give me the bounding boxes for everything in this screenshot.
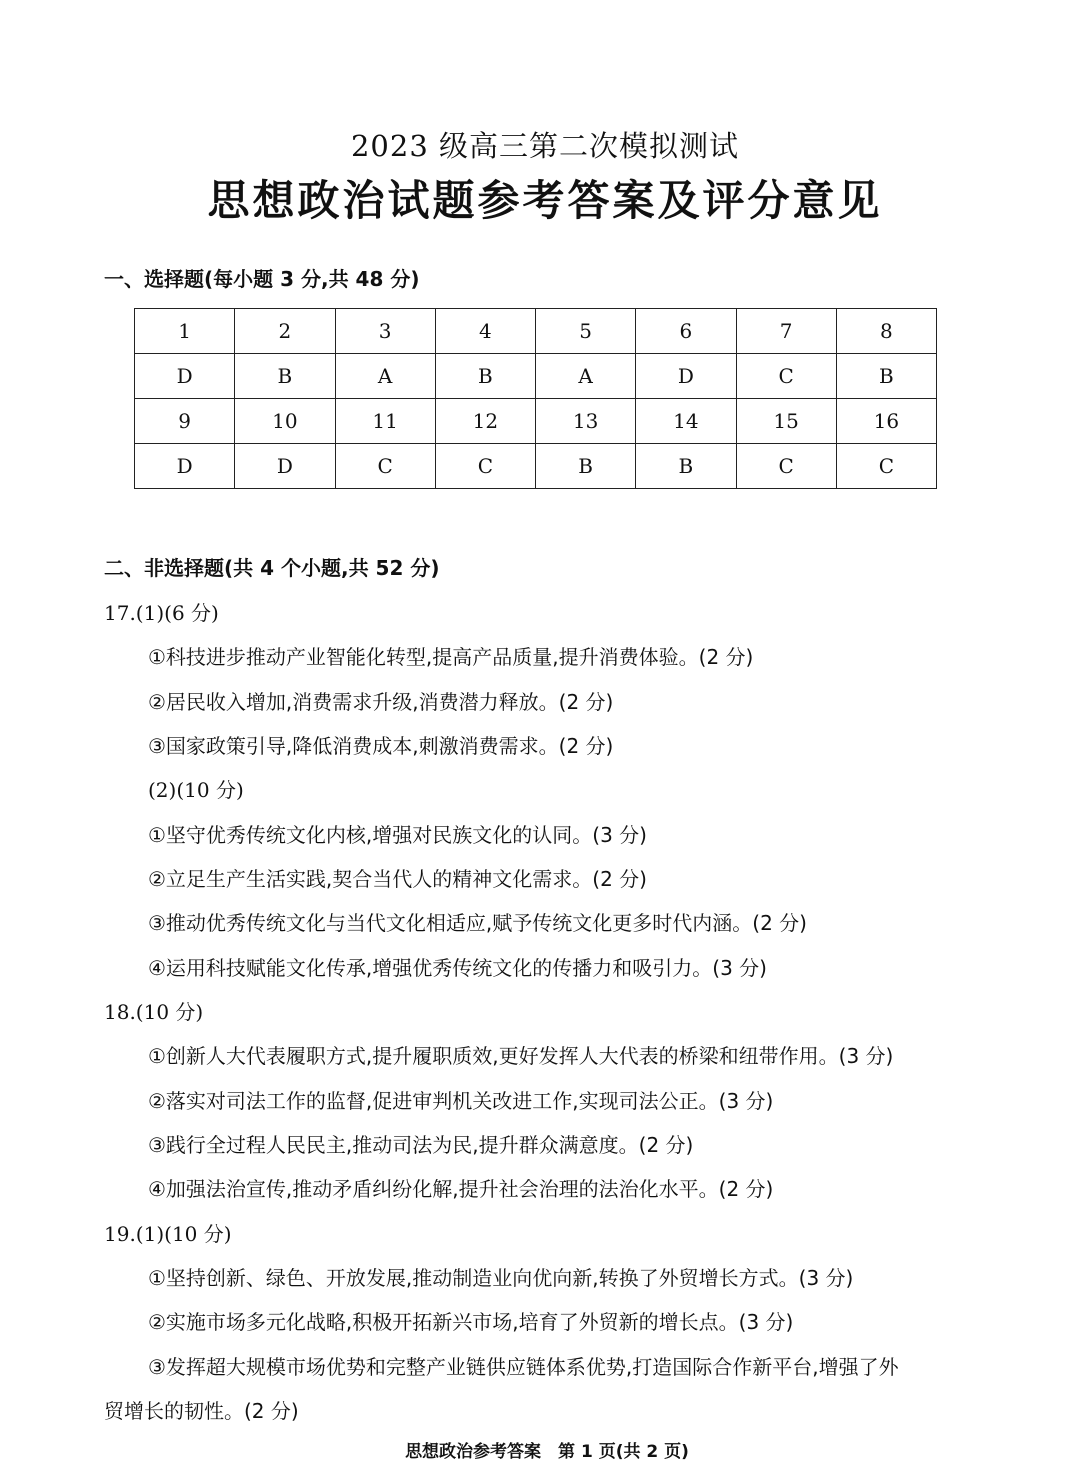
answer-item: ①科技进步推动产业智能化转型,提高产品质量,提升消费体验。(2 分) <box>148 645 754 669</box>
table-cell: 16 <box>836 399 936 444</box>
table-cell: C <box>335 444 435 489</box>
table-row <box>135 309 937 354</box>
table-cell: 8 <box>836 309 936 354</box>
table-cell: 13 <box>536 399 636 444</box>
section1-heading: 一、选择题(每小题 3 分,共 48 分) <box>104 267 420 291</box>
table-cell: B <box>435 354 535 399</box>
answer-item: ②立足生产生活实践,契合当代人的精神文化需求。(2 分) <box>148 867 647 891</box>
table-cell: 1 <box>135 309 235 354</box>
answer-item: ①坚持创新、绿色、开放发展,推动制造业向优向新,转换了外贸增长方式。(3 分) <box>148 1266 854 1290</box>
answer-item: ③国家政策引导,降低消费成本,刺激消费需求。(2 分) <box>148 734 614 758</box>
question-17-part2-label: (2)(10 分) <box>148 778 244 802</box>
table-cell: D <box>135 444 235 489</box>
table-row <box>135 354 937 399</box>
answer-item: ①创新人大代表履职方式,提升履职质效,更好发挥人大代表的桥梁和纽带作用。(3 分) <box>148 1044 894 1068</box>
table-cell: D <box>636 354 736 399</box>
answer-item: ④运用科技赋能文化传承,增强优秀传统文化的传播力和吸引力。(3 分) <box>148 956 767 980</box>
table-cell: B <box>836 354 936 399</box>
table-cell: C <box>836 444 936 489</box>
page-footer: 思想政治参考答案 第 1 页(共 2 页) <box>405 1442 689 1462</box>
table-cell: 9 <box>135 399 235 444</box>
exam-subtitle: 2023 级高三第二次模拟测试 <box>350 129 740 163</box>
table-cell: B <box>536 444 636 489</box>
table-row <box>135 399 937 444</box>
answer-item: ③践行全过程人民民主,推动司法为民,提升群众满意度。(2 分) <box>148 1133 694 1157</box>
table-cell: 7 <box>736 309 836 354</box>
table-row <box>135 444 937 489</box>
table-cell: 15 <box>736 399 836 444</box>
table-cell: 3 <box>335 309 435 354</box>
answer-item-continuation: 贸增长的韧性。(2 分) <box>104 1399 299 1423</box>
table-cell: 11 <box>335 399 435 444</box>
table-cell: 12 <box>435 399 535 444</box>
table-cell: C <box>435 444 535 489</box>
table-cell: 4 <box>435 309 535 354</box>
table-cell: D <box>235 444 335 489</box>
page-title: 思想政治试题参考答案及评分意见 <box>207 176 883 225</box>
answer-item: ③发挥超大规模市场优势和完整产业链供应链体系优势,打造国际合作新平台,增强了外 <box>148 1355 899 1379</box>
table-cell: B <box>235 354 335 399</box>
table-cell: C <box>736 354 836 399</box>
table-cell: 2 <box>235 309 335 354</box>
table-cell: B <box>636 444 736 489</box>
answer-item: ②落实对司法工作的监督,促进审判机关改进工作,实现司法公正。(3 分) <box>148 1089 774 1113</box>
table-cell: 6 <box>636 309 736 354</box>
table-cell: A <box>335 354 435 399</box>
question-17-label: 17.(1)(6 分) <box>104 601 219 625</box>
table-cell: D <box>135 354 235 399</box>
answer-item: ②居民收入增加,消费需求升级,消费潜力释放。(2 分) <box>148 690 614 714</box>
table-cell: 10 <box>235 399 335 444</box>
section2-heading: 二、非选择题(共 4 个小题,共 52 分) <box>104 556 440 580</box>
answer-item: ④加强法治宣传,推动矛盾纠纷化解,提升社会治理的法治化水平。(2 分) <box>148 1177 774 1201</box>
answer-table <box>134 308 937 489</box>
table-cell: 5 <box>536 309 636 354</box>
answer-item: ①坚守优秀传统文化内核,增强对民族文化的认同。(3 分) <box>148 823 647 847</box>
answer-item: ③推动优秀传统文化与当代文化相适应,赋予传统文化更多时代内涵。(2 分) <box>148 911 807 935</box>
question-19-label: 19.(1)(10 分) <box>104 1222 232 1246</box>
table-cell: C <box>736 444 836 489</box>
table-cell: A <box>536 354 636 399</box>
answer-item: ②实施市场多元化战略,积极开拓新兴市场,培育了外贸新的增长点。(3 分) <box>148 1310 794 1334</box>
question-18-label: 18.(10 分) <box>104 1000 204 1024</box>
table-cell: 14 <box>636 399 736 444</box>
